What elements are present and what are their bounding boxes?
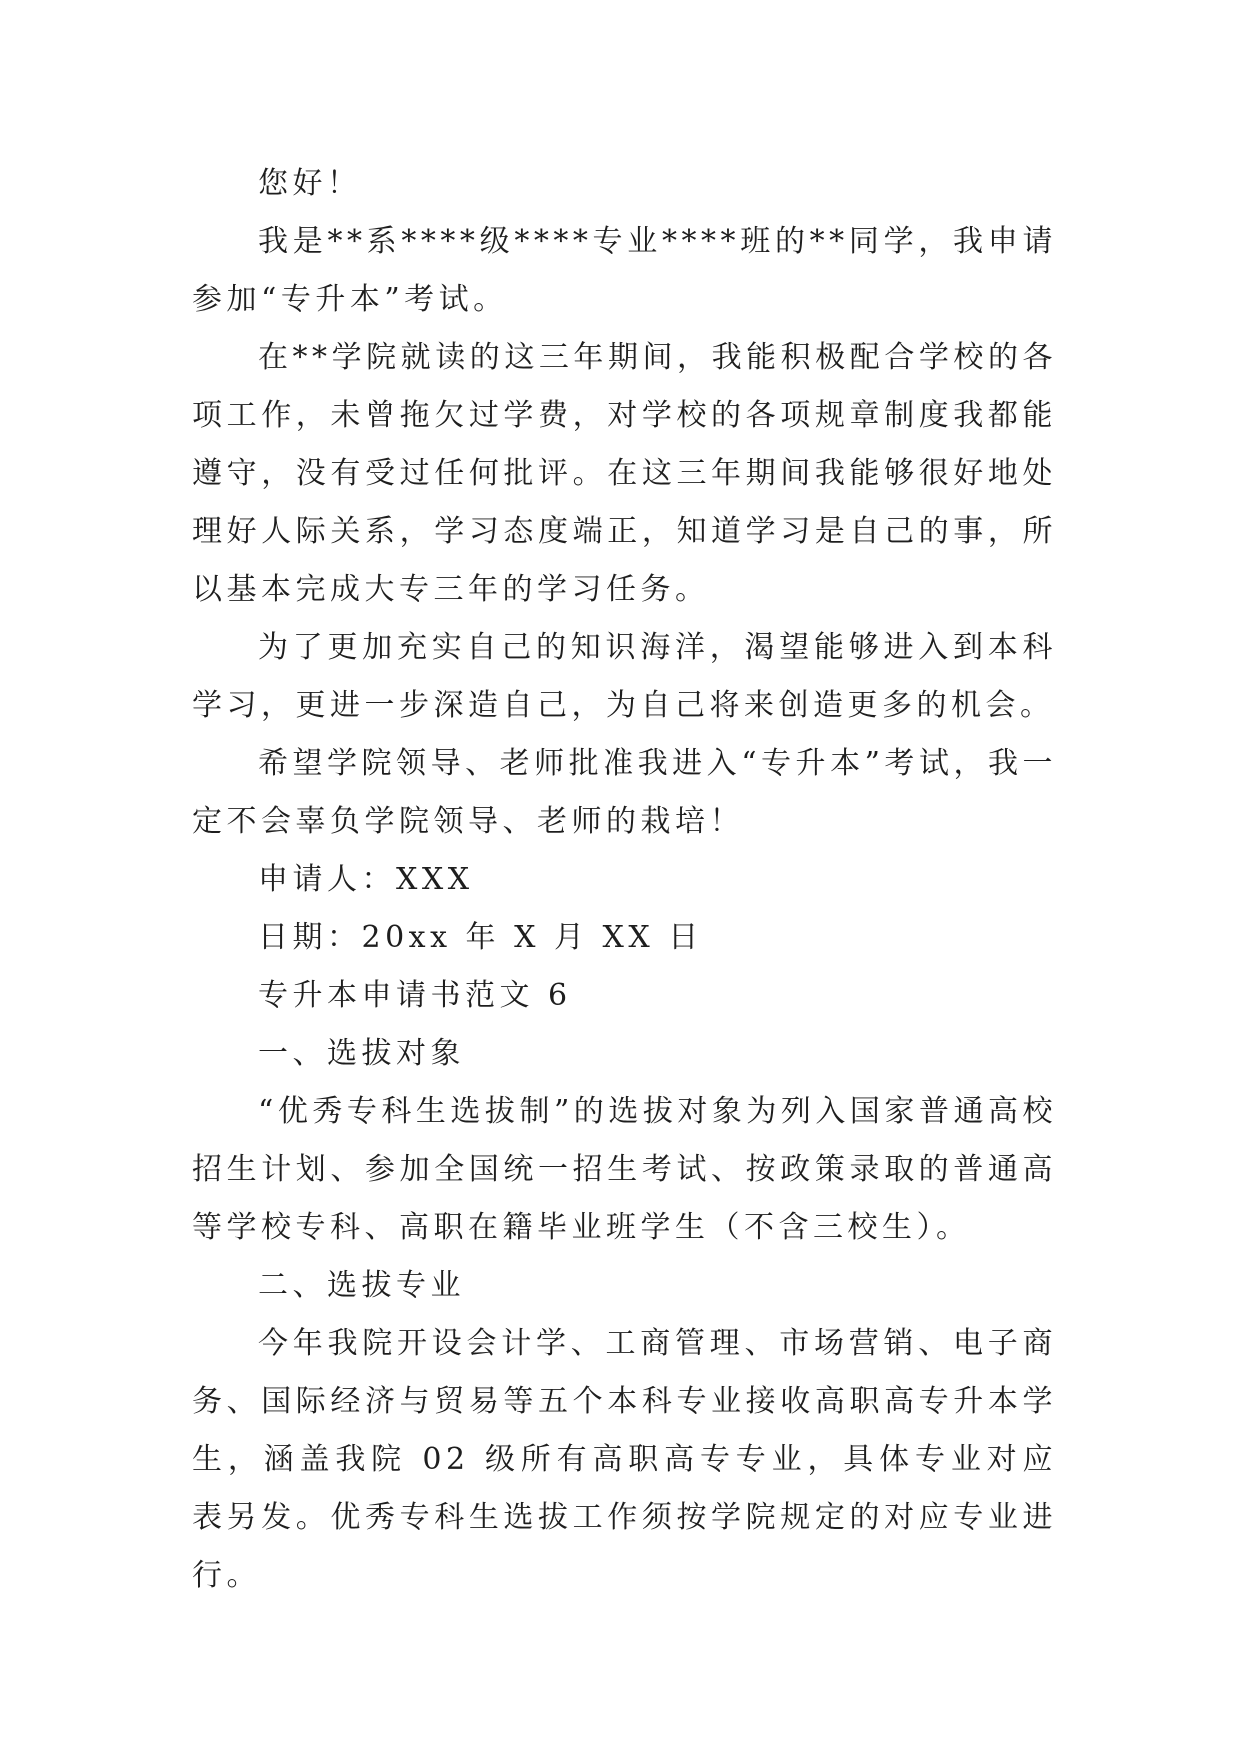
applicant-line: 申请人：XXX bbox=[258, 862, 474, 897]
date-line: 日期：20xx 年 X 月 XX 日 bbox=[258, 920, 703, 955]
intro-paragraph: 我是**系****级****专业****班的**同学，我申请参加“专升本”考试。 bbox=[192, 224, 1057, 317]
selection-target-paragraph: “优秀专科生选拔制”的选拔对象为列入国家普通高校招生计划、参加全国统一招生考试、按政策录取的普通高等学校专科、高职在籍毕业班学生（不含三校生）。 bbox=[192, 1094, 1057, 1245]
document-body bbox=[192, 155, 1057, 1605]
request-paragraph: 希望学院领导、老师批准我进入“专升本”考试，我一定不会辜负学院领导、老师的栽培！ bbox=[192, 746, 1057, 839]
motivation-paragraph: 为了更加充实自己的知识海洋，渴望能够进入到本科学习，更进一步深造自己，为自己将来创造更多的机会。 bbox=[192, 630, 1057, 723]
selection-major-paragraph: 今年我院开设会计学、工商管理、市场营销、电子商务、国际经济与贸易等五个本科专业接收高职高专升本学生，涵盖我院 02 级所有高职高专专业，具体专业对应表另发。优秀专科生选拔工作须按学院规定的对应专业进行。 bbox=[192, 1326, 1057, 1593]
greeting: 您好！ bbox=[258, 166, 362, 201]
study-record-paragraph: 在**学院就读的这三年期间，我能积极配合学校的各项工作，未曾拖欠过学费，对学校的各项规章制度我都能遵守，没有受过任何批评。在这三年期间我能够很好地处理好人际关系，学习态度端正，知道学习是自己的事，所以基本完成大专三年的学习任务。 bbox=[192, 340, 1057, 607]
heading-selection-target: 一、选拔对象 bbox=[258, 1036, 465, 1071]
heading-selection-major: 二、选拔专业 bbox=[258, 1268, 465, 1303]
section-title: 专升本申请书范文 6 bbox=[258, 978, 572, 1013]
